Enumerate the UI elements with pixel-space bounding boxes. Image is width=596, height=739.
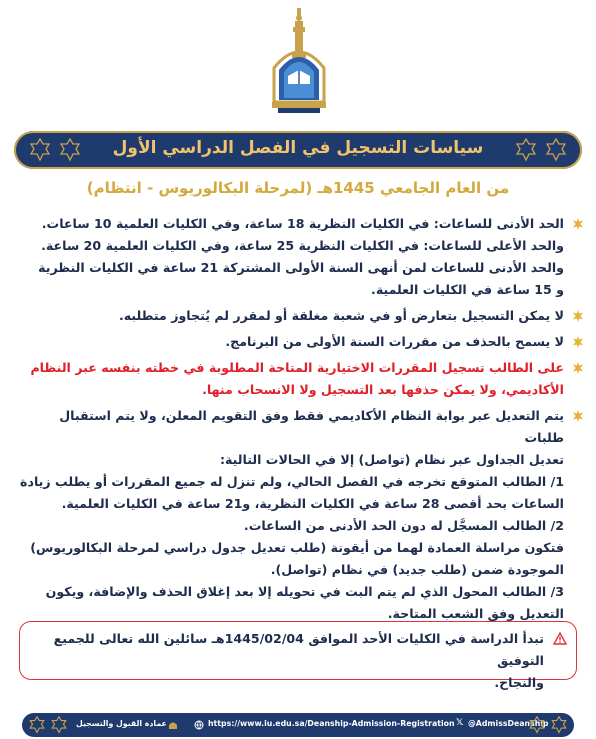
policy-text: الأكاديمي، ولا يمكن حذفها بعد التسجيل ولا الانسحاب منها. bbox=[202, 382, 564, 397]
deanship-name: عمادة القبول والتسجيل bbox=[76, 719, 167, 728]
case-two bbox=[18, 515, 584, 581]
case-text: التعديل وفق الشعب المتاحة. bbox=[387, 606, 564, 621]
ornament-star-icon bbox=[28, 716, 46, 734]
case-text: 2/ الطالب المسجَّل له دون الحد الأدنى من الساعات. bbox=[243, 518, 564, 533]
university-logo bbox=[268, 6, 330, 118]
policy-text: لا يمكن التسجيل بتعارض أو في شعبة مغلقة أو لمقرر لم يُتجاوز متطلبه. bbox=[118, 308, 564, 323]
policy-no-drop bbox=[18, 331, 584, 353]
policy-electives bbox=[18, 357, 584, 401]
x-logo-icon: 𝕏 bbox=[456, 718, 464, 728]
case-text: الموجودة ضمن (طلب جديد) في نظام (تواصل). bbox=[270, 562, 564, 577]
sun-bullet-icon bbox=[572, 336, 584, 348]
case-text: 3/ الطالب المحول الذي لم يتم البت في تحويله إلا بعد إغلاق الحذف والإضافة، ويكون bbox=[45, 584, 564, 599]
policy-text: و 15 ساعة في الكليات العلمية. bbox=[371, 282, 564, 297]
case-text: فتكون مراسلة العمادة لهما من أيقونة (طلب تعديل جدول دراسي لمرحلة البكالوريوس) bbox=[30, 540, 564, 555]
policy-text: والحد الأعلى للساعات: في الكليات النظرية 25 ساعة، وفي الكليات العلمية 20 ساعة. bbox=[41, 238, 564, 253]
sun-bullet-icon bbox=[572, 310, 584, 322]
policy-text: يتم التعديل عبر بوابة النظام الأكاديمي فقط وفق التقويم المعلن، ولا يتم استقبال طلبات bbox=[59, 408, 564, 445]
case-text: الساعات بحد أقصى 28 ساعة في الكليات النظرية، و21 ساعة في الكليات العلمية. bbox=[61, 496, 564, 511]
title-banner bbox=[14, 131, 582, 169]
policy-conflict bbox=[18, 305, 584, 327]
warning-triangle-icon bbox=[553, 632, 567, 645]
notice-text: والنجاح. bbox=[494, 675, 544, 690]
globe-icon bbox=[194, 720, 204, 730]
policy-text: والحد الأدنى للساعات لمن أنهى السنة الأولى المشتركة 21 ساعة في الكليات النظرية bbox=[38, 260, 564, 275]
case-one bbox=[18, 471, 584, 515]
case-text: 1/ الطالب المتوقع تخرجه في الفصل الحالي، ولم تنزل له جميع المقررات أو يطلب زيادة bbox=[20, 474, 564, 489]
policy-text: لا يسمح بالحذف من مقررات السنة الأولى من البرنامج. bbox=[225, 334, 564, 349]
footer-bar bbox=[22, 713, 574, 737]
policy-amendment bbox=[18, 405, 584, 471]
page-subtitle: من العام الجامعي 1445هـ (لمرحلة البكالوريوس - انتظام) bbox=[86, 179, 510, 197]
ornament-star-icon bbox=[550, 716, 568, 734]
notice-text: تبدأ الدراسة في الكليات الأحد الموافق 1445/02/04هـ سائلين الله تعالى للجميع التوفيق bbox=[53, 631, 544, 668]
policy-text: على الطالب تسجيل المقررات الاختيارية المتاحة المطلوبة في خطته بنفسه عبر النظام bbox=[30, 360, 564, 375]
x-handle-link[interactable]: @AdmissDeanship bbox=[468, 719, 549, 728]
sun-bullet-icon bbox=[572, 218, 584, 230]
policy-text: تعديل الجداول عبر نظام (تواصل) إلا في الحالات التالية: bbox=[219, 452, 564, 467]
ornament-star-icon bbox=[528, 716, 546, 734]
sun-bullet-icon bbox=[572, 362, 584, 374]
case-three bbox=[18, 581, 584, 625]
policy-hours bbox=[18, 213, 584, 301]
sun-bullet-icon bbox=[572, 410, 584, 422]
policy-text: الحد الأدنى للساعات: في الكليات النظرية 18 ساعة، وفي الكليات العلمية 10 ساعات. bbox=[41, 216, 564, 231]
start-date-notice bbox=[19, 621, 577, 690]
ornament-star-icon bbox=[50, 716, 68, 734]
university-mini-logo-icon bbox=[168, 720, 178, 730]
website-link[interactable]: https://www.iu.edu.sa/Deanship-Admission-Registration bbox=[208, 719, 455, 728]
page-title: سياسات التسجيل في الفصل الدراسي الأول bbox=[112, 138, 484, 158]
policies-list bbox=[18, 213, 584, 625]
